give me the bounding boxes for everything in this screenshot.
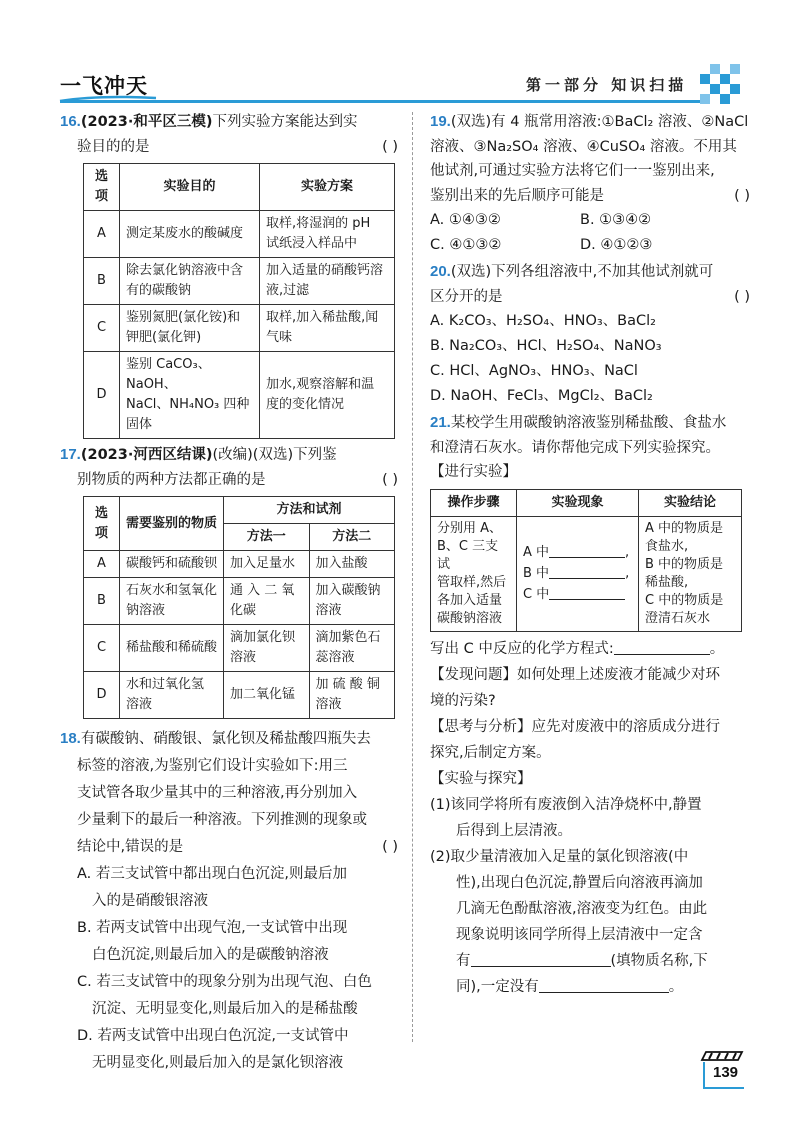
question-stem: 和澄清石灰水。请你帮他完成下列实验探究。: [430, 439, 720, 456]
section-label: 第一部分 知识扫描: [526, 76, 688, 94]
table-cell: A: [84, 211, 120, 258]
table-row: [431, 516, 742, 631]
q16-table: [83, 163, 395, 439]
question-stem: (填物质名称,下: [610, 952, 708, 969]
section-heading: 【发现问题】: [430, 666, 517, 683]
checker-pattern-icon: [700, 64, 742, 104]
section-heading: 【实验与探究】: [430, 770, 532, 787]
cell-line: 液,过滤: [266, 283, 310, 298]
cell-line: 鉴别 CaCO₃、NaOH、: [126, 357, 211, 392]
table-cell: [309, 578, 395, 625]
cell-line: 除去氯化钠溶液中含: [126, 263, 244, 278]
cell-line: 溶液: [315, 697, 342, 712]
question-stem: 应先对废液中的溶质成分进行: [531, 718, 720, 735]
table-header: 实验目的: [120, 164, 260, 211]
table-row: [84, 352, 395, 439]
table-cell: [260, 352, 395, 439]
table-cell: [120, 625, 224, 672]
cell-line: 测定某废水的酸碱度: [126, 226, 244, 241]
cell-line: 钠溶液: [126, 603, 166, 618]
option-b[interactable]: B. ①③④②: [580, 212, 652, 228]
cell-line: NaCl、NH₄NO₃ 四种: [126, 397, 250, 412]
option-line: 沉淀、无明显变化,则最后加入的是稀盐酸: [92, 1001, 358, 1017]
table-cell: B: [84, 258, 120, 305]
question-stem: 现象说明该同学所得上层清液中一定含: [456, 926, 703, 943]
cell-line: 取样,将湿润的 pH: [266, 216, 371, 231]
cell-line: 化碳: [230, 603, 257, 618]
table-cell: [260, 211, 395, 258]
question-stem: (改编)(双选)下列鉴: [212, 447, 337, 463]
cell-line: 固体: [126, 417, 153, 432]
table-cell: D: [84, 672, 120, 719]
q21-table: [430, 489, 742, 632]
equation-blank[interactable]: [614, 639, 710, 655]
cell-line: 分别用 A、: [437, 520, 503, 536]
question-source: (2023·河西区结课): [80, 447, 213, 463]
cell-line: 碳酸钠溶液: [437, 610, 503, 626]
question-20: [430, 260, 750, 409]
question-stem: (1)该同学将所有废液倒入洁净烧杯中,静置: [430, 796, 702, 813]
table-header: 需要鉴别的物质: [120, 497, 224, 551]
option-line: A. 若三支试管中都出现白色沉淀,则最后加: [77, 866, 347, 882]
cell-line: 石灰水和氢氧化: [126, 583, 218, 598]
cell-line: 通 入 二 氧: [230, 583, 295, 598]
option-line: 入的是硝酸银溶液: [92, 893, 208, 909]
cell-line: B 中的物质是: [645, 556, 724, 572]
question-stem: (双选)有 4 瓶常用溶液:①BaCl₂ 溶液、②NaCl: [450, 114, 749, 130]
option-a[interactable]: A. ①④③②: [430, 212, 501, 228]
table-header: 实验结论: [639, 489, 742, 516]
question-stem: (双选)下列各组溶液中,不加其他试剂就可: [450, 264, 714, 280]
answer-paren: ( ): [382, 138, 398, 155]
question-stem: 写出 C 中反应的化学方程式:: [430, 640, 614, 657]
question-number: 18.: [60, 730, 81, 747]
table-row: [84, 672, 395, 719]
question-number: 20.: [430, 263, 451, 280]
cell-line: 试纸浸入样品中: [266, 236, 358, 251]
table-header: 方法和试剂: [224, 497, 395, 524]
table-row: [84, 578, 395, 625]
cell-line: 加入碳酸钠: [315, 583, 381, 598]
question-stem: 鉴别出来的先后顺序可能是: [430, 187, 604, 204]
cell-line: A 中的物质是: [645, 520, 724, 536]
question-stem: 几滴无色酚酞溶液,溶液变为红色。由此: [456, 900, 708, 917]
cell-line: 加入足量水: [230, 556, 296, 571]
question-stem: 后得到上层清液。: [456, 822, 572, 839]
table-cell: [224, 625, 310, 672]
table-row: [84, 258, 395, 305]
answer-blank[interactable]: [471, 951, 611, 967]
table-cell: [639, 516, 742, 631]
table-cell: [224, 672, 310, 719]
question-stem: 验目的的是: [77, 138, 150, 155]
table-header: 方法一: [224, 524, 310, 551]
option-d[interactable]: D. ④①②③: [580, 237, 653, 253]
cell-line: 滴加紫色石: [315, 630, 381, 645]
cell-line: 蕊溶液: [315, 650, 355, 665]
question-stem: 如何处理上述废液才能减少对环: [517, 666, 720, 683]
table-cell: [120, 258, 260, 305]
page-number: 139: [713, 1064, 739, 1081]
question-source: (2023·和平区三模): [80, 114, 213, 130]
cell-line: B、C 三支试: [437, 538, 499, 572]
table-cell: [309, 672, 395, 719]
option-d[interactable]: [60, 1023, 398, 1077]
answer-blank[interactable]: [549, 584, 625, 600]
table-cell: [120, 551, 224, 578]
q17-table: [83, 496, 395, 719]
cell-line: 碳酸钙和硫酸钡: [126, 556, 218, 571]
option-c[interactable]: C. HCl、AgNO₃、HNO₃、NaCl: [430, 363, 638, 379]
brand-logo: 一飞冲天: [60, 73, 148, 98]
cell-line: C 中: [523, 587, 550, 602]
option-a[interactable]: A. K₂CO₃、H₂SO₄、HNO₃、BaCl₂: [430, 313, 656, 329]
table-row: [84, 625, 395, 672]
question-number: 19.: [430, 113, 451, 130]
question-stem: 区分开的是: [430, 288, 503, 305]
table-cell: [224, 578, 310, 625]
table-row: [84, 305, 395, 352]
answer-blank[interactable]: [549, 542, 625, 558]
question-17: [60, 443, 398, 719]
cell-line: 加 硫 酸 铜: [315, 677, 380, 692]
table-header: 选项: [84, 164, 120, 211]
answer-paren: ( ): [382, 839, 398, 855]
page-header: [0, 62, 800, 108]
cell-line: C 中的物质是: [645, 592, 724, 608]
option-c[interactable]: C. ④①③②: [430, 237, 502, 253]
table-cell: A: [84, 551, 120, 578]
question-stem: 探究,后制定方案。: [430, 744, 551, 761]
cell-line: 取样,加入稀盐酸,闻: [266, 310, 379, 325]
cell-line: 钾肥(氯化钾): [126, 330, 202, 345]
option-a[interactable]: [60, 861, 398, 915]
cell-line: 滴加氯化钡: [230, 630, 296, 645]
question-stem: 下列实验方案能达到实: [212, 114, 358, 130]
table-cell: [120, 211, 260, 258]
cell-line: 加入适量的硝酸钙溶: [266, 263, 384, 278]
table-cell: C: [84, 305, 120, 352]
question-19: [430, 110, 750, 258]
option-line: C. 若三支试管中的现象分别为出现气泡、白色: [77, 974, 372, 990]
question-18: [60, 725, 398, 1077]
table-cell: [120, 352, 260, 439]
question-stem: 同),一定没有: [456, 978, 539, 995]
cell-line: 气味: [266, 330, 293, 345]
cell-line: 稀盐酸和稀硫酸: [126, 640, 218, 655]
column-divider: [412, 112, 413, 1042]
question-stem: 有: [456, 952, 471, 969]
table-row: [84, 211, 395, 258]
question-stem: 有碳酸钠、硝酸银、氯化钡及稀盐酸四瓶失去: [80, 731, 371, 747]
option-line: D. 若两支试管中出现白色沉淀,一支试管中: [77, 1028, 349, 1044]
question-stem: 支试管各取少量其中的三种溶液,再分别加入: [77, 785, 358, 801]
table-header: 实验方案: [260, 164, 395, 211]
question-stem: 溶液、③Na₂SO₄ 溶液、④CuSO₄ 溶液。不用其: [430, 138, 737, 155]
question-stem: 别物质的两种方法都正确的是: [77, 471, 266, 488]
cell-line: 鉴别氮肥(氯化铵)和: [126, 310, 241, 325]
cell-line: 加入盐酸: [315, 556, 368, 571]
table-header: 选项: [84, 497, 120, 551]
question-number: 16.: [60, 113, 81, 130]
header-rule: [60, 100, 710, 103]
cell-line: 加二氧化锰: [230, 687, 296, 702]
question-16: [60, 110, 398, 439]
answer-paren: ( ): [734, 187, 750, 204]
table-cell: [309, 551, 395, 578]
cell-line: 管取样,然后: [437, 574, 507, 590]
table-cell: [224, 551, 310, 578]
table-header: 方法二: [309, 524, 395, 551]
table-header: 实验现象: [517, 489, 639, 516]
cell-line: 溶液: [230, 650, 257, 665]
answer-blank[interactable]: [539, 977, 669, 993]
table-row: [84, 551, 395, 578]
answer-paren: ( ): [382, 471, 398, 488]
option-b[interactable]: [60, 915, 398, 969]
question-stem: 少量剩下的最后一种溶液。下列推测的现象或: [77, 812, 367, 828]
answer-paren: ( ): [734, 288, 750, 305]
table-cell: [431, 516, 517, 631]
option-b[interactable]: B. Na₂CO₃、HCl、H₂SO₄、NaNO₃: [430, 338, 662, 354]
table-cell: [120, 578, 224, 625]
cell-line: 有的碳酸钠: [126, 283, 192, 298]
question-stem: 性),出现白色沉淀,静置后向溶液再滴加: [456, 874, 703, 891]
left-column: [60, 110, 398, 1077]
question-stem: 结论中,错误的是: [77, 839, 184, 855]
table-header: 操作步骤: [431, 489, 517, 516]
cell-line: 加水,观察溶解和温: [266, 377, 375, 392]
table-cell: A 中 , B 中 , C 中: [517, 516, 639, 631]
question-stem: (2)取少量清液加入足量的氯化钡溶液(中: [430, 848, 689, 865]
option-c[interactable]: [60, 969, 398, 1023]
question-stem: 境的污染?: [430, 692, 496, 709]
table-cell: C: [84, 625, 120, 672]
question-stem: 标签的溶液,为鉴别它们设计实验如下:用三: [77, 758, 348, 774]
cell-line: 度的变化情况: [266, 397, 345, 412]
table-cell: B: [84, 578, 120, 625]
cell-line: 食盐水,: [645, 538, 689, 554]
table-cell: [309, 625, 395, 672]
cell-line: A 中: [523, 545, 550, 560]
cell-line: 水和过氧化氢: [126, 677, 205, 692]
table-cell: [260, 305, 395, 352]
section-heading: 【思考与分析】: [430, 718, 532, 735]
cell-line: 澄清石灰水: [645, 610, 711, 626]
table-cell: [260, 258, 395, 305]
right-column: [430, 110, 750, 1000]
option-line: B. 若两支试管中出现气泡,一支试管中出现: [77, 920, 348, 936]
cell-line: 各加入适量: [437, 592, 503, 608]
table-cell: [120, 672, 224, 719]
question-stem: 某校学生用碳酸钠溶液鉴别稀盐酸、食盐水: [450, 415, 727, 431]
option-d[interactable]: D. NaOH、FeCl₃、MgCl₂、BaCl₂: [430, 388, 653, 404]
option-line: 白色沉淀,则最后加入的是碳酸钠溶液: [92, 947, 329, 963]
cell-line: 溶液: [126, 697, 153, 712]
cell-line: B 中: [523, 566, 550, 581]
option-line: 无明显变化,则最后加入的是氯化钡溶液: [92, 1055, 344, 1071]
table-cell: [120, 305, 260, 352]
question-stem: 他试剂,可通过实验方法将它们一一鉴别出来,: [430, 163, 715, 179]
section-heading: 【进行实验】: [430, 464, 517, 480]
question-21: 21.某校学生用碳酸钠溶液鉴别稀盐酸、食盐水 和澄清石灰水。请你帮他完成下列实验探究。 【进行实验】 操作步骤 实验现象 实验结论 分别用 A、 B、C 三支试 管取样,然后 各加入适量 碳酸钠溶液 A 中 , B 中 , C 中 A 中的物质是 食盐水, B 中的物质是 稀盐酸, C 中的物质是 澄清石灰水 写出 C 中反应的化学方程式: 。 【发现问题】如何处理上述废液才能减少对环 境的污染? 【思考与分析】应先对废液中的溶质成分进行 探究,后制定方案。 【实验与探究】 (1)该同学将所有废液倒入洁净烧杯中,静置 后得到上层清液。 (2)取少量清液加入足量的氯化钡溶液(中 性),出现白色沉淀,静置后向溶液再滴加 几滴无色酚酞溶液,溶液变为红色。由此 现象说明该同学所得上层清液中一定含 有 (填物质名称,下 同),一定没有 。: [430, 411, 750, 1000]
cell-line: 稀盐酸,: [645, 574, 689, 590]
question-number: 21.: [430, 414, 451, 431]
question-number: 17.: [60, 446, 81, 463]
cell-line: 溶液: [315, 603, 342, 618]
answer-blank[interactable]: [549, 563, 625, 579]
table-cell: D: [84, 352, 120, 439]
